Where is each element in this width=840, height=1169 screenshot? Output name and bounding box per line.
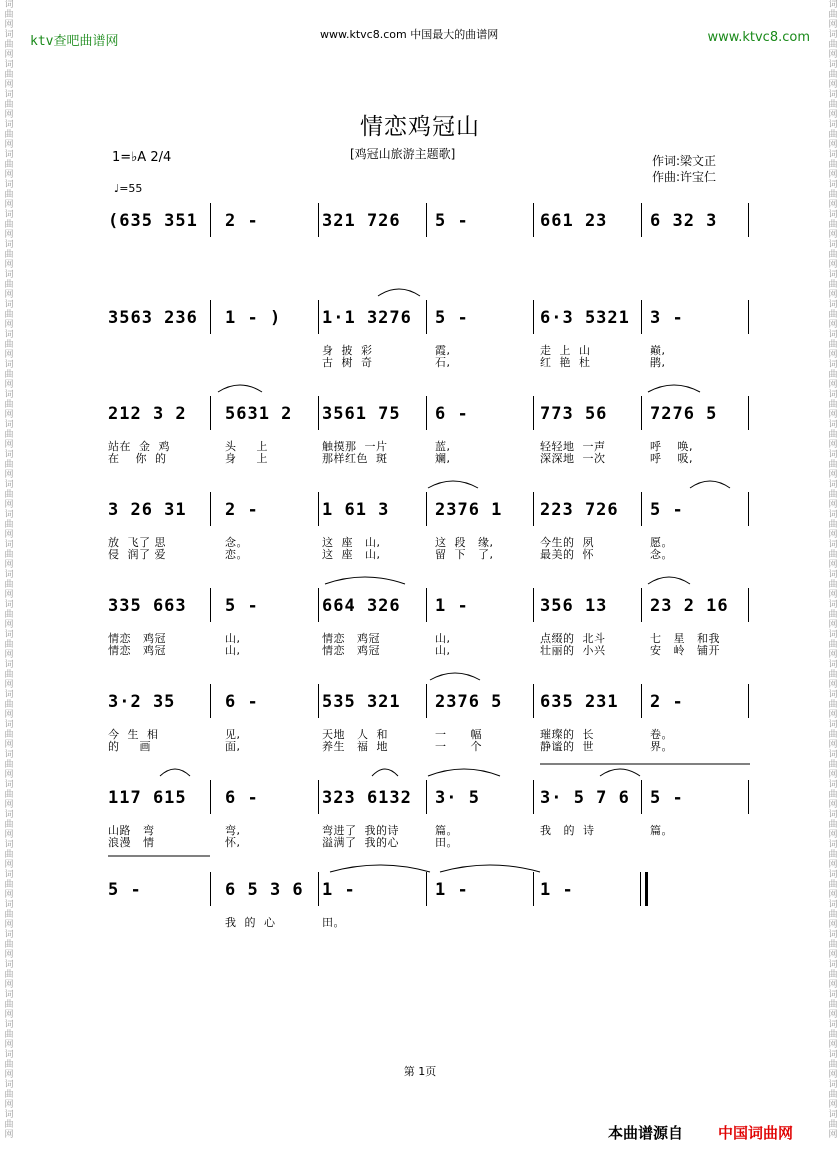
slur <box>690 481 730 488</box>
barline <box>318 588 319 622</box>
measure: 3· 5 <box>435 788 480 808</box>
measure: 117 615 <box>108 788 187 808</box>
side-watermark-left: 词曲网词曲网词曲网词曲网词曲网词曲网词曲网词曲网词曲网词曲网词曲网词曲网词曲网词曲网词曲网词曲网词曲网词曲网词曲网词曲网词曲网词曲网词曲网词曲网词曲网词曲网词曲网词曲网词曲网词曲网词曲网词曲网词曲网词曲网词曲网词曲网词曲网词曲网 <box>4 0 14 1140</box>
lyric-line-2: 溢满了 我的心 <box>322 836 399 849</box>
song-title: 情恋鸡冠山 <box>360 114 480 140</box>
measure: 323 6132 <box>322 788 412 808</box>
score-row <box>100 300 760 369</box>
source-site-link[interactable]: 中国词曲网 <box>718 1124 794 1142</box>
lyric-line-1: 天地 人 和 <box>322 728 388 741</box>
barline <box>210 780 211 814</box>
lyric-line-1: 头 上 <box>225 440 268 453</box>
measure: 212 3 2 <box>108 404 187 424</box>
lyric-line-1: 弯, <box>225 824 241 837</box>
measure: 335 663 <box>108 596 187 616</box>
lyric-line-2: 壮丽的 小兴 <box>540 644 606 657</box>
measure: 661 23 <box>540 211 608 231</box>
lyric-line-1: 我 的 心 <box>225 916 276 929</box>
measure: 2 - <box>225 211 259 231</box>
lyric-line-1: 见, <box>225 728 241 741</box>
slur <box>430 673 480 680</box>
slur <box>160 769 190 776</box>
lyricist-credit: 作词:梁文正 <box>652 154 717 168</box>
slur <box>428 481 478 488</box>
composer-credit: 作曲:许宝仁 <box>652 170 717 184</box>
lyric-line-1: 篇。 <box>650 824 673 837</box>
lyric-line-2: 情恋 鸡冠 <box>108 644 166 657</box>
barline <box>210 684 211 718</box>
lyric-line-2: 养生 福 地 <box>322 740 388 753</box>
lyric-line-1: 篇。 <box>435 824 458 837</box>
barline <box>210 588 211 622</box>
measure: 6 - <box>225 788 259 808</box>
lyric-line-1: 今 生 相 <box>108 728 159 741</box>
lyric-line-2: 呼 吸, <box>650 452 693 465</box>
measure: 6·3 5321 <box>540 308 630 328</box>
lyric-line-2: 古 树 奇 <box>322 356 373 369</box>
barline <box>318 203 319 237</box>
lyric-line-2: 侵 润了 爱 <box>108 548 166 561</box>
measure: 6 5 3 6 <box>225 880 304 900</box>
barline <box>210 396 211 430</box>
slur <box>600 769 640 776</box>
lyric-line-1: 放 飞了 思 <box>108 536 166 549</box>
lyric-line-2: 界。 <box>650 740 673 753</box>
lyric-line-2: 红 艳 杜 <box>540 356 591 369</box>
barline <box>210 300 211 334</box>
barline <box>748 684 749 718</box>
lyric-line-2: 山, <box>435 644 451 657</box>
header-site-name[interactable]: ktv查吧曲谱网 <box>30 34 119 49</box>
lyric-line-2: 安 岭 铺开 <box>650 644 720 657</box>
measure: 356 13 <box>540 596 608 616</box>
lyric-line-2: 情恋 鸡冠 <box>322 644 380 657</box>
lyric-line-2: 斓, <box>435 452 451 465</box>
measure: 7276 5 <box>650 404 718 424</box>
lyric-line-2: 怀, <box>225 836 241 849</box>
slur <box>372 769 398 776</box>
lyric-line-2: 静谧的 世 <box>540 740 594 753</box>
barline <box>748 396 749 430</box>
lyric-line-2: 这 座 山, <box>322 548 381 561</box>
lyric-line-2: 田。 <box>435 836 458 849</box>
tempo-marking: ♩=55 <box>114 182 143 195</box>
barline <box>641 588 642 622</box>
lyric-line-2: 念。 <box>650 548 673 561</box>
measure: 1 - <box>435 596 469 616</box>
barline <box>533 492 534 526</box>
measure: 6 - <box>435 404 469 424</box>
measure: 5631 2 <box>225 404 293 424</box>
measure: 1 - <box>322 880 356 900</box>
measure: 3561 75 <box>322 404 401 424</box>
barline <box>533 203 534 237</box>
barline <box>533 684 534 718</box>
source-label: 本曲谱源自 <box>608 1124 684 1142</box>
lyric-line-1: 弯进了 我的诗 <box>322 824 399 837</box>
measure: 535 321 <box>322 692 401 712</box>
header-site-url[interactable]: www.ktvc8.com <box>707 30 810 45</box>
lyric-line-1: 走 上 山 <box>540 344 591 357</box>
lyric-line-1: 山, <box>435 632 451 645</box>
lyric-line-2: 恋。 <box>225 548 248 561</box>
measure: 6 32 3 <box>650 211 718 231</box>
barline <box>426 780 427 814</box>
barline <box>426 300 427 334</box>
slur <box>648 577 690 584</box>
lyric-line-1: 身 披 彩 <box>322 344 373 357</box>
measure: 3 - <box>650 308 684 328</box>
measure: 3· 5 7 6 <box>540 788 630 808</box>
measure: 1 61 3 <box>322 500 390 520</box>
lyric-line-1: 情恋 鸡冠 <box>108 632 166 645</box>
lyric-line-1: 轻轻地 一声 <box>540 440 606 453</box>
lyric-line-2: 山, <box>225 644 241 657</box>
page-number: 第 1页 <box>403 1065 437 1078</box>
lyric-line-1: 呼 唤, <box>650 440 693 453</box>
lyric-line-2: 鹃, <box>650 356 666 369</box>
barline <box>426 872 427 906</box>
measure: 635 231 <box>540 692 619 712</box>
lyric-line-1: 霞, <box>435 344 451 357</box>
barline <box>426 396 427 430</box>
measure: 2 - <box>225 500 259 520</box>
barline <box>533 300 534 334</box>
barline <box>641 203 642 237</box>
score-row <box>100 588 760 657</box>
measure: 1·1 3276 <box>322 308 412 328</box>
score-row <box>100 780 760 849</box>
barline <box>318 684 319 718</box>
barline <box>210 872 211 906</box>
lyric-line-2: 在 你 的 <box>108 452 167 465</box>
measure: 773 56 <box>540 404 608 424</box>
measure: 664 326 <box>322 596 401 616</box>
slur <box>378 289 420 296</box>
barline <box>426 203 427 237</box>
measure: 2376 1 <box>435 500 503 520</box>
score-row <box>100 396 760 465</box>
barline <box>748 300 749 334</box>
measure: 6 - <box>225 692 259 712</box>
barline <box>748 492 749 526</box>
lyric-line-1: 巅, <box>650 344 666 357</box>
measure: (635 351 <box>108 211 198 231</box>
lyric-line-2: 的 画 <box>108 740 151 753</box>
score-row <box>100 203 760 263</box>
slur <box>330 865 430 872</box>
header-center-text: www.ktvc8.com 中国最大的曲谱网 <box>320 28 499 41</box>
lyric-line-2: 石, <box>435 356 451 369</box>
measure: 2376 5 <box>435 692 503 712</box>
side-watermark-right: 词曲网词曲网词曲网词曲网词曲网词曲网词曲网词曲网词曲网词曲网词曲网词曲网词曲网词曲网词曲网词曲网词曲网词曲网词曲网词曲网词曲网词曲网词曲网词曲网词曲网词曲网词曲网词曲网词曲网词曲网词曲网词曲网词曲网词曲网词曲网词曲网词曲网词曲网 <box>828 0 838 1140</box>
lyric-line-1: 念。 <box>225 536 248 549</box>
measure: 321 726 <box>322 211 401 231</box>
barline <box>426 492 427 526</box>
barline <box>748 203 749 237</box>
measure: 5 - <box>435 308 469 328</box>
barline <box>426 588 427 622</box>
barline <box>318 780 319 814</box>
barline <box>318 396 319 430</box>
measure: 223 726 <box>540 500 619 520</box>
lyric-line-1: 山路 弯 <box>108 824 155 837</box>
slur <box>218 385 262 392</box>
barline <box>641 684 642 718</box>
lyric-line-1: 七 星 和我 <box>650 632 720 645</box>
barline <box>210 203 211 237</box>
barline <box>641 492 642 526</box>
barline <box>533 872 534 906</box>
song-subtitle: [鸡冠山旅游主题歌] <box>350 147 456 161</box>
key-signature: 1=♭A 2/4 <box>112 150 172 165</box>
slur <box>325 577 405 584</box>
measure: 1 - <box>435 880 469 900</box>
barline <box>318 300 319 334</box>
score-row <box>100 872 760 932</box>
measure: 5 - <box>650 500 684 520</box>
barline <box>641 780 642 814</box>
barline <box>533 396 534 430</box>
lyric-line-1: 触摸那 一片 <box>322 440 388 453</box>
lyric-line-1: 璀璨的 长 <box>540 728 594 741</box>
measure: 3·2 35 <box>108 692 176 712</box>
lyric-line-1: 蓝, <box>435 440 451 453</box>
measure: 5 - <box>225 596 259 616</box>
lyric-line-2: 身 上 <box>225 452 268 465</box>
measure: 2 - <box>650 692 684 712</box>
barline <box>748 780 749 814</box>
slur <box>428 769 500 776</box>
measure: 5 - <box>108 880 142 900</box>
lyric-line-2: 面, <box>225 740 241 753</box>
measure: 23 2 16 <box>650 596 729 616</box>
lyric-line-1: 这 段 缘, <box>435 536 494 549</box>
score-row <box>100 684 760 753</box>
barline <box>533 588 534 622</box>
barline <box>318 872 319 906</box>
barline <box>533 780 534 814</box>
lyric-line-1: 山, <box>225 632 241 645</box>
slur <box>440 865 540 872</box>
measure: 3 26 31 <box>108 500 187 520</box>
measure: 1 - <box>540 880 574 900</box>
lyric-line-1: 田。 <box>322 916 345 929</box>
barline <box>210 492 211 526</box>
barline <box>426 684 427 718</box>
lyric-line-2: 那样红色 斑 <box>322 452 388 465</box>
barline <box>641 396 642 430</box>
final-barline <box>640 872 648 906</box>
lyric-line-2: 浪漫 情 <box>108 836 155 849</box>
barline <box>318 492 319 526</box>
lyric-line-2: 一 个 <box>435 740 482 753</box>
measure: 5 - <box>650 788 684 808</box>
lyric-line-1: 愿。 <box>650 536 673 549</box>
lyric-line-1: 这 座 山, <box>322 536 381 549</box>
barline <box>641 300 642 334</box>
lyric-line-2: 留 下 了, <box>435 548 494 561</box>
lyric-line-1: 我 的 诗 <box>540 824 595 837</box>
measure: 1 - ) <box>225 308 282 328</box>
lyric-line-1: 情恋 鸡冠 <box>322 632 380 645</box>
lyric-line-1: 一 幅 <box>435 728 482 741</box>
slur <box>648 385 700 392</box>
lyric-line-1: 卷。 <box>650 728 673 741</box>
lyric-line-2: 最美的 怀 <box>540 548 594 561</box>
lyric-line-1: 站在 金 鸡 <box>108 440 170 453</box>
lyric-line-1: 今生的 夙 <box>540 536 594 549</box>
score-row <box>100 492 760 561</box>
barline <box>748 588 749 622</box>
lyric-line-1: 点缀的 北斗 <box>540 632 606 645</box>
lyric-line-2: 深深地 一次 <box>540 452 606 465</box>
measure: 3563 236 <box>108 308 198 328</box>
measure: 5 - <box>435 211 469 231</box>
